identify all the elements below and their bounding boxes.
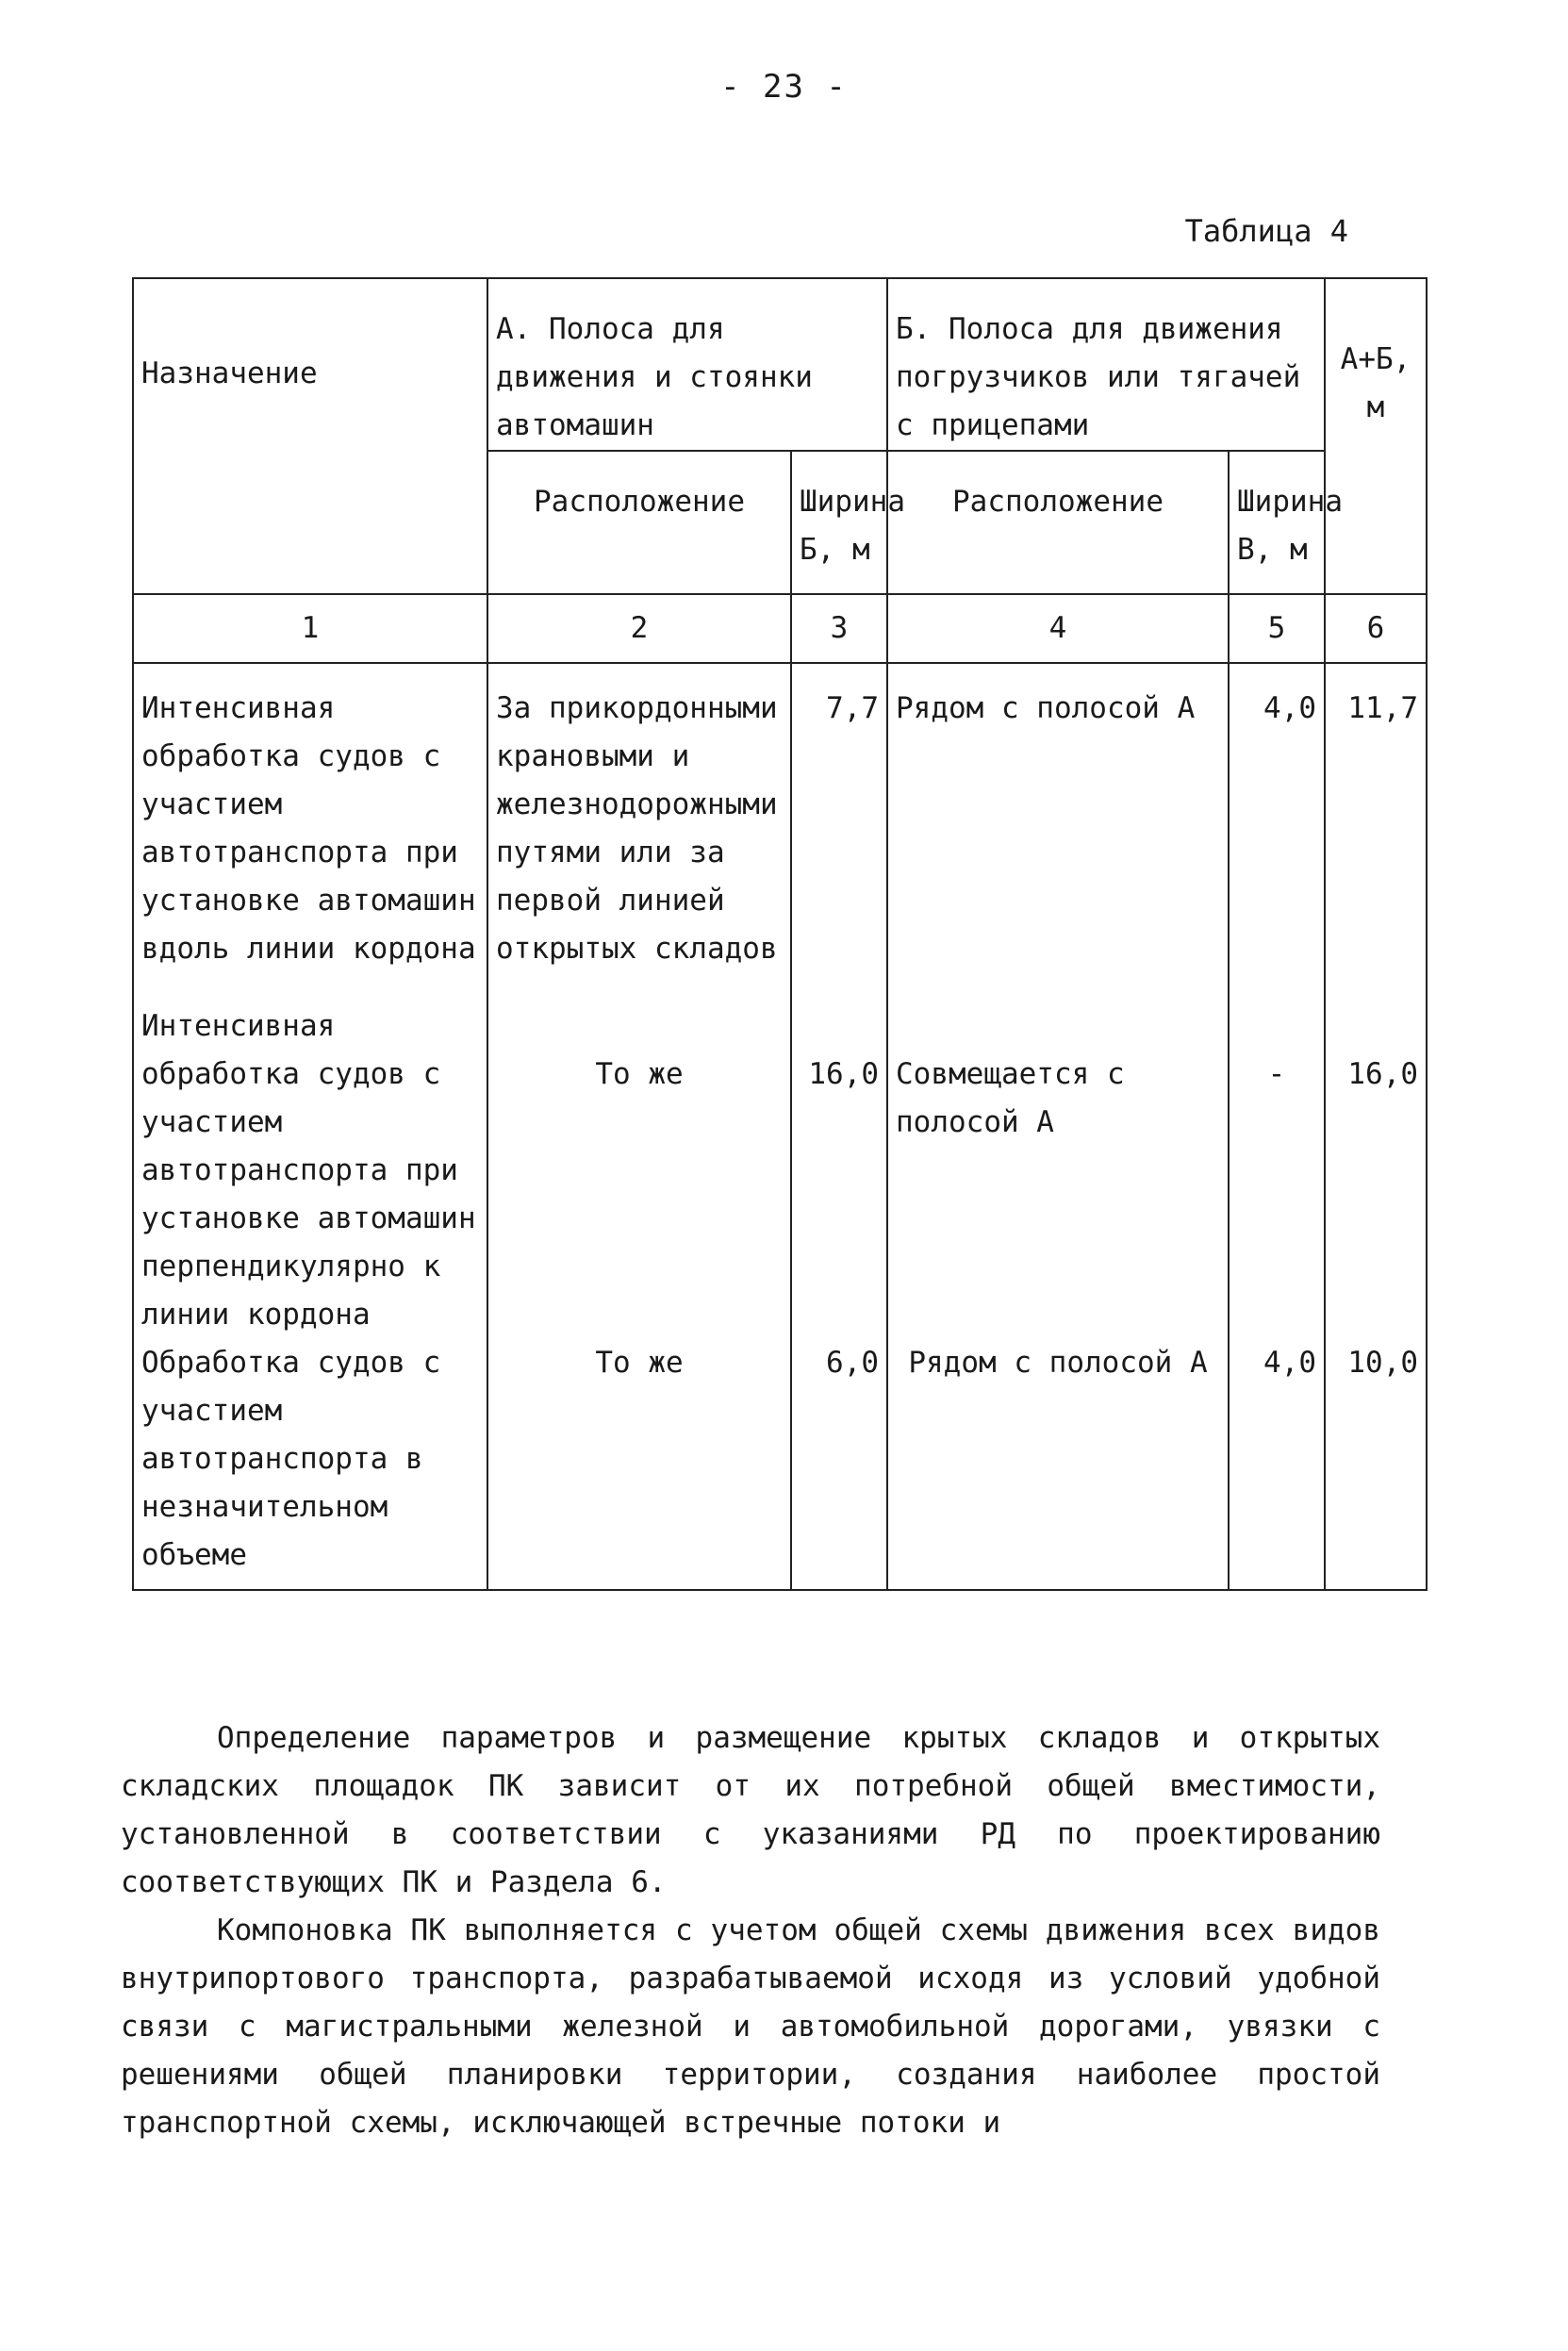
header-total: А+Б, м — [1325, 278, 1427, 594]
cell-location-a: За прикордонными крановыми и железнодорожными путями или за первой линией открытых складов — [487, 663, 791, 1002]
cell-purpose: Интенсивная обработка судов с участием автотранспорта при установке автомашин вдоль линии кордона — [133, 663, 487, 1002]
data-table — [132, 277, 1428, 1591]
column-number: 4 — [887, 594, 1229, 663]
column-number: 2 — [487, 594, 791, 663]
cell-purpose: Интенсивная обработка судов с участием автотранспорта при установке автомашин перпендикулярно к линии кордона — [133, 1002, 487, 1339]
cell-location-b: Рядом с полосой А — [887, 1339, 1229, 1590]
table-caption: Таблица 4 — [1184, 213, 1348, 249]
header-location-b: Расположение — [887, 451, 1229, 594]
cell-width-b: - — [1229, 1002, 1325, 1339]
header-width-b: Ширина В, м — [1229, 451, 1325, 594]
column-number: 1 — [133, 594, 487, 663]
table-row — [133, 663, 1427, 1002]
cell-location-a: То же — [487, 1339, 791, 1590]
header-group-a: А. Полоса для движения и стоянки автомашин — [487, 278, 887, 451]
cell-width-a: 6,0 — [791, 1339, 887, 1590]
body-paragraph: Определение параметров и размещение крытых складов и открытых складских площадок ПК зависит от их потребной общей вместимости, установленной в соответствии с указаниями РД по проектированию соответствующих ПК и Раздела 6. — [121, 1721, 1380, 1899]
header-purpose: Назначение — [133, 278, 487, 594]
table-row — [133, 1002, 1427, 1339]
column-number-row — [133, 594, 1427, 663]
cell-location-a: То же — [487, 1002, 791, 1339]
header-group-b: Б. Полоса для движения погрузчиков или тягачей с прицепами — [887, 278, 1325, 451]
cell-location-b: Совмещается с полосой А — [887, 1002, 1229, 1339]
cell-width-b: 4,0 — [1229, 1339, 1325, 1590]
cell-width-a: 7,7 — [791, 663, 887, 1002]
cell-location-b: Рядом с полосой А — [887, 663, 1229, 1002]
cell-total: 11,7 — [1325, 663, 1427, 1002]
cell-total: 16,0 — [1325, 1002, 1427, 1339]
cell-width-a: 16,0 — [791, 1002, 887, 1339]
header-row-1 — [133, 278, 1427, 451]
column-number: 5 — [1229, 594, 1325, 663]
table-row — [133, 1339, 1427, 1590]
column-number: 6 — [1325, 594, 1427, 663]
cell-total: 10,0 — [1325, 1339, 1427, 1590]
cell-width-b: 4,0 — [1229, 663, 1325, 1002]
cell-purpose: Обработка судов с участием автотранспорта в незначительном объеме — [133, 1339, 487, 1590]
header-width-a: Ширина Б, м — [791, 451, 887, 594]
body-paragraph: Компоновка ПК выполняется с учетом общей схемы движения всех видов внутрипортового транспорта, разрабатываемой исходя из условий удобной связи с магистральными железной и автомобильной дорогами, увязки с решениями общей планировки территории, создания наиболее простой транспортной схемы, исключающей встречные потоки и — [121, 1913, 1380, 2140]
header-location-a: Расположение — [487, 451, 791, 594]
page-number: - 23 - — [720, 68, 848, 106]
column-number: 3 — [791, 594, 887, 663]
